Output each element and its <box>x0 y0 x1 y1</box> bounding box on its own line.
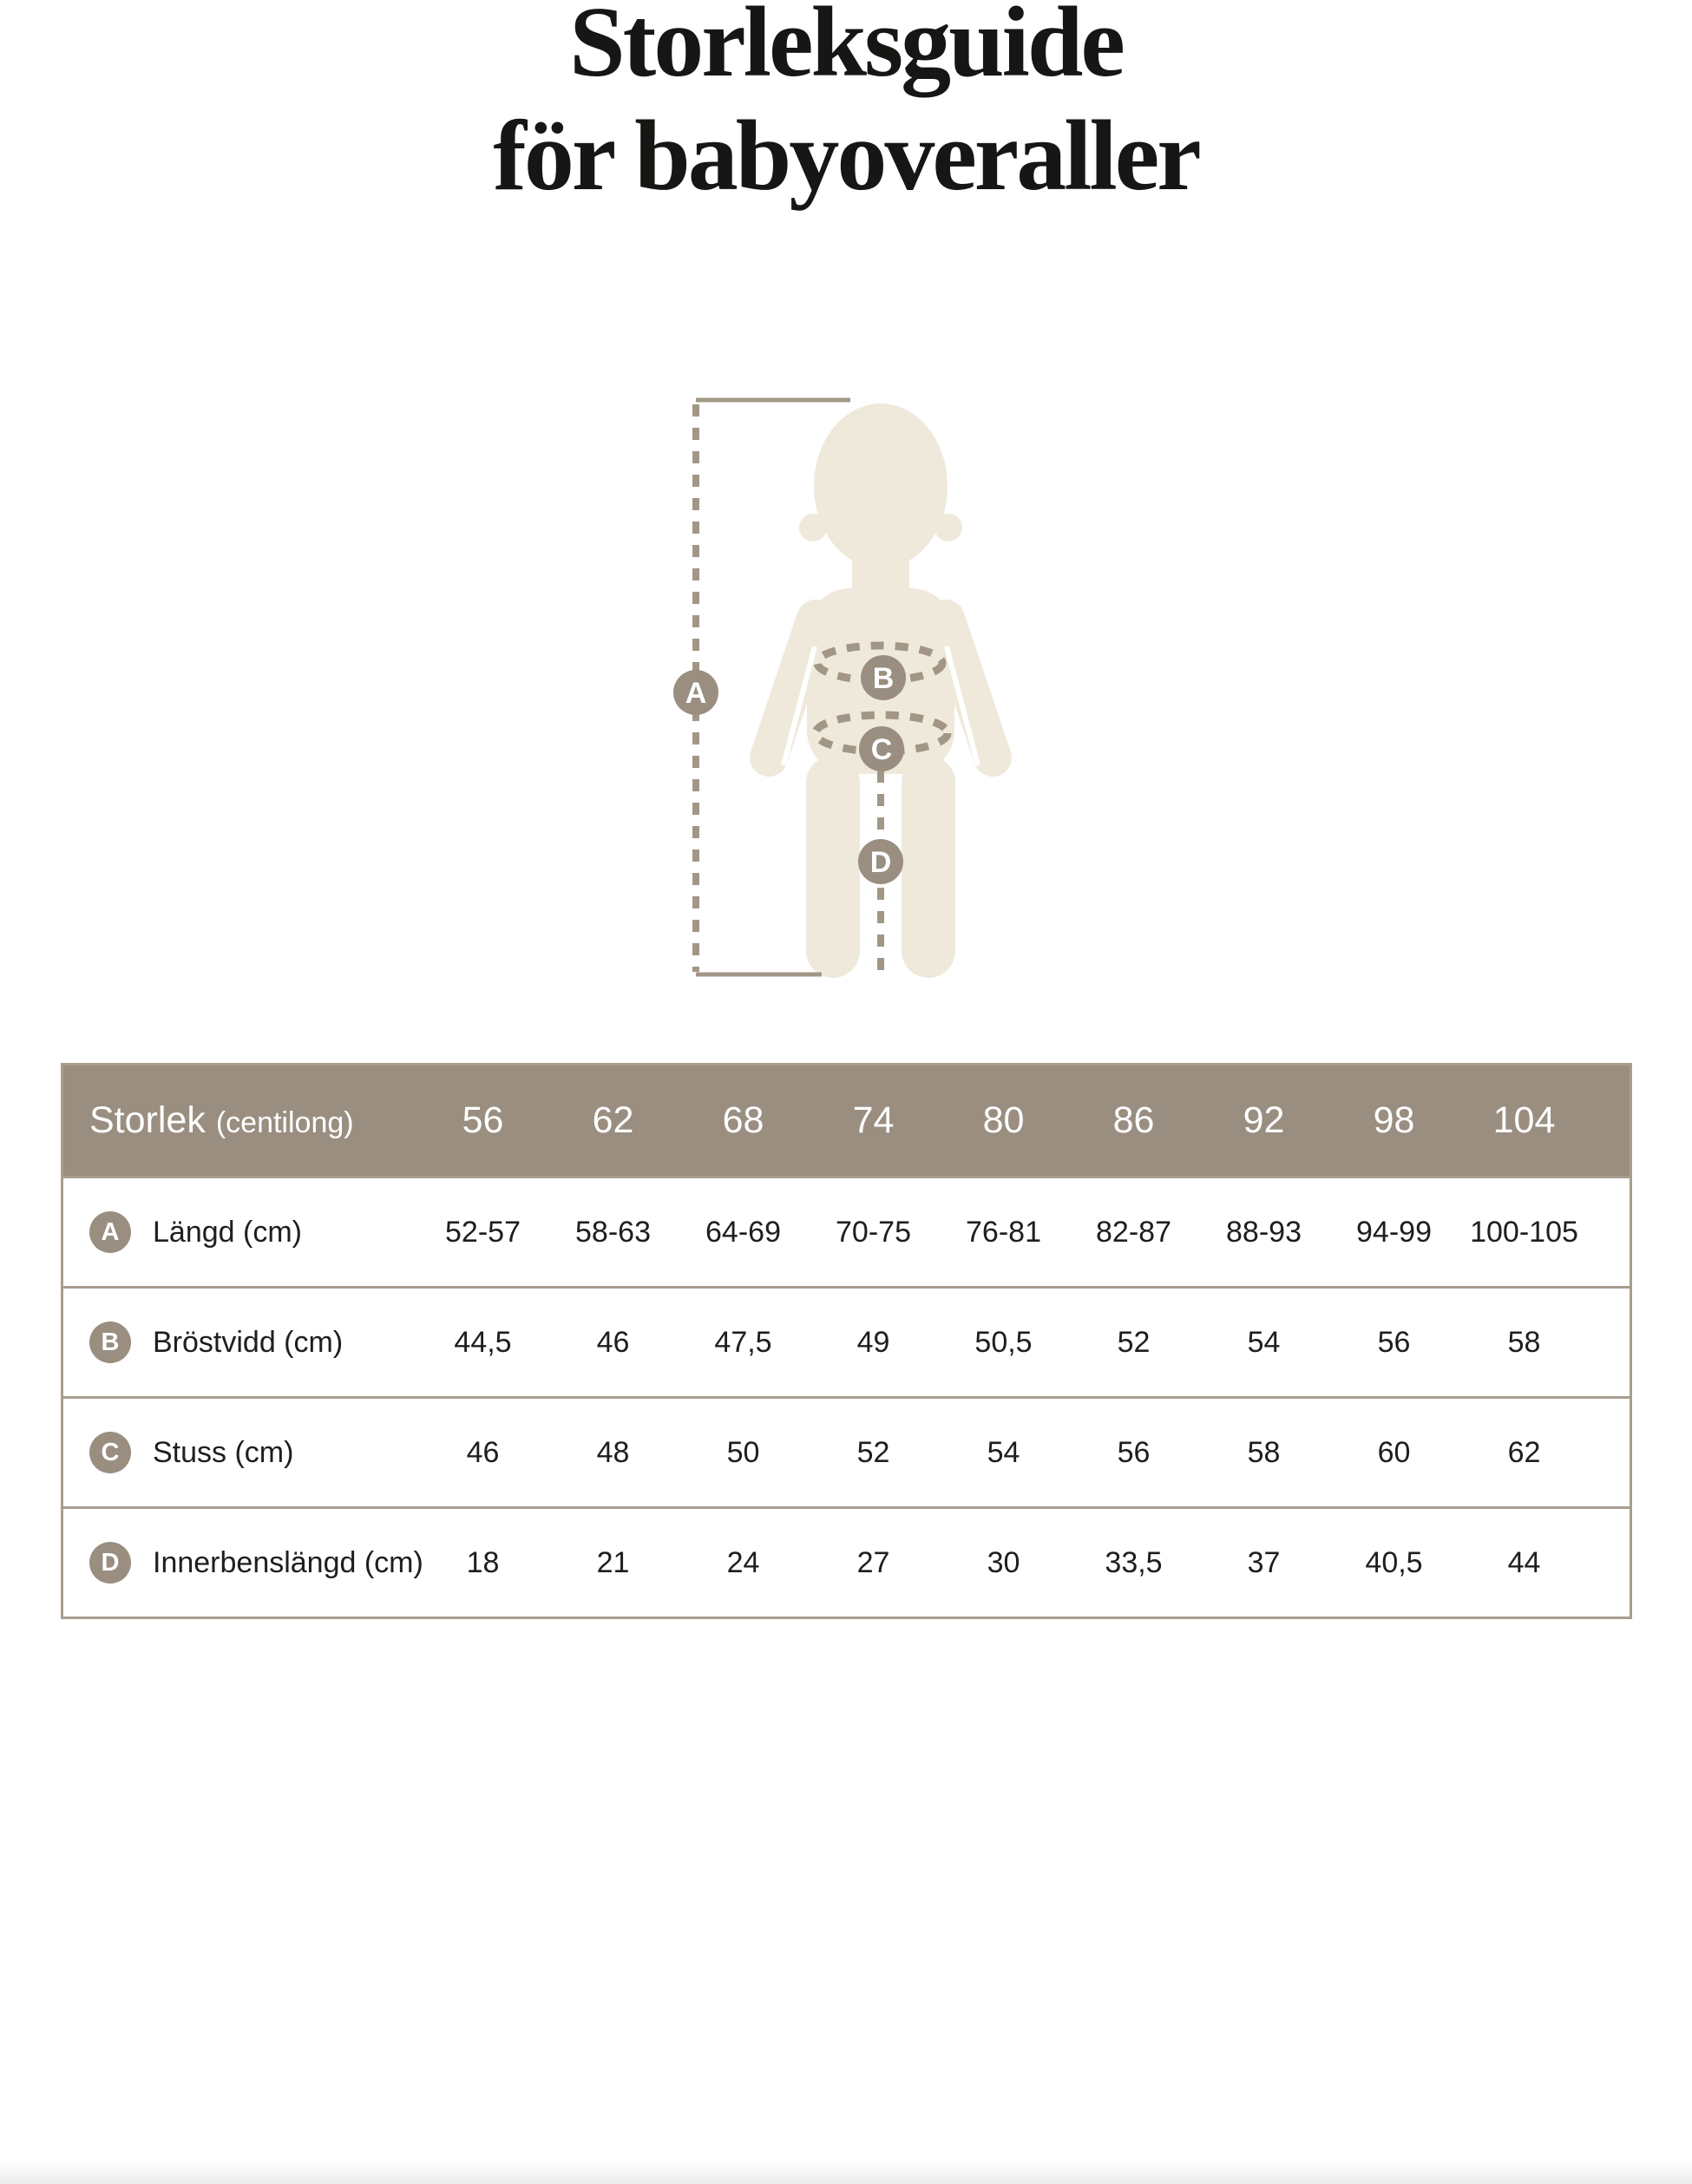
measurement-badge-c: C <box>89 1432 131 1473</box>
measurement-value-cell: 52 <box>809 1398 939 1508</box>
size-table-header-row <box>62 1065 1631 1177</box>
measurement-value-cell: 94-99 <box>1329 1177 1459 1288</box>
measurement-label: Innerbenslängd (cm) <box>153 1545 423 1579</box>
size-column-header: 86 <box>1069 1065 1199 1177</box>
size-table-header-label-suffix: (centilong) <box>215 1106 354 1139</box>
measurement-badge-b: B <box>89 1322 131 1363</box>
measurement-value-cell: 21 <box>548 1508 679 1618</box>
diagram-badge-a-label: A <box>685 677 707 710</box>
measurement-value-cell: 58-63 <box>548 1177 679 1288</box>
size-column-header: 56 <box>418 1065 548 1177</box>
header-filler-cell <box>1590 1065 1631 1177</box>
measurement-value-cell: 64-69 <box>679 1177 809 1288</box>
title-line-1: Storleksguide <box>569 0 1123 98</box>
measurement-label: Bröstvidd (cm) <box>153 1325 344 1359</box>
measurement-row-c <box>62 1398 1631 1508</box>
measurement-value-cell: 49 <box>809 1288 939 1398</box>
measurement-row-b <box>62 1288 1631 1398</box>
measurement-value-cell: 88-93 <box>1199 1177 1329 1288</box>
measurement-value-cell: 60 <box>1329 1398 1459 1508</box>
diagram-badge-d-label: D <box>869 846 892 879</box>
measurement-value-cell: 40,5 <box>1329 1508 1459 1618</box>
size-column-header: 68 <box>679 1065 809 1177</box>
size-table <box>61 1063 1632 1619</box>
size-column-header: 62 <box>548 1065 679 1177</box>
title-line-2: för babyoveraller <box>493 101 1199 212</box>
measurement-value-cell: 46 <box>548 1288 679 1398</box>
measurement-value-cell: 46 <box>418 1398 548 1508</box>
measurement-label: Stuss (cm) <box>153 1435 294 1469</box>
size-column-header: 80 <box>939 1065 1069 1177</box>
size-table-header-label: Storlek <box>89 1099 206 1141</box>
measurement-value-cell: 44 <box>1459 1508 1590 1618</box>
measurement-row-d <box>62 1508 1631 1618</box>
measurement-label-cell <box>62 1508 423 1618</box>
size-column-header: 104 <box>1459 1065 1590 1177</box>
measurement-badge-d: D <box>89 1542 131 1584</box>
measurement-row-a <box>62 1177 1631 1288</box>
measurement-value-cell: 18 <box>418 1508 548 1618</box>
size-column-header: 98 <box>1329 1065 1459 1177</box>
measurement-value-cell: 33,5 <box>1069 1508 1199 1618</box>
measurement-value-cell: 50,5 <box>939 1288 1069 1398</box>
measurement-value-cell: 58 <box>1459 1288 1590 1398</box>
measurement-value-cell: 76-81 <box>939 1177 1069 1288</box>
baby-measurement-diagram <box>659 373 1059 998</box>
page-title <box>0 0 1692 213</box>
measurement-value-cell: 70-75 <box>809 1177 939 1288</box>
measurement-value-cell: 62 <box>1459 1398 1590 1508</box>
diagram-badge-b <box>861 655 906 700</box>
row-filler-cell <box>1590 1288 1631 1398</box>
measurement-label-cell <box>62 1288 418 1398</box>
diagram-badge-c <box>859 726 904 771</box>
measurement-label: Längd (cm) <box>153 1215 302 1249</box>
measurement-value-cell: 24 <box>679 1508 809 1618</box>
diagram-badge-b-label: B <box>872 662 895 695</box>
measurement-value-cell: 48 <box>548 1398 679 1508</box>
row-filler-cell <box>1590 1177 1631 1288</box>
measurement-value-cell: 82-87 <box>1069 1177 1199 1288</box>
measurement-value-cell: 37 <box>1199 1508 1329 1618</box>
measurement-value-cell: 52-57 <box>418 1177 548 1288</box>
size-column-header: 74 <box>809 1065 939 1177</box>
row-filler-cell <box>1590 1398 1631 1508</box>
measurement-value-cell: 47,5 <box>679 1288 809 1398</box>
bottom-fade <box>0 2160 1692 2184</box>
measurement-badge-a: A <box>89 1211 131 1253</box>
size-table-body <box>62 1177 1631 1618</box>
measurement-value-cell: 44,5 <box>418 1288 548 1398</box>
diagram-badge-a <box>673 670 718 715</box>
row-filler-cell <box>1590 1508 1631 1618</box>
measurement-value-cell: 54 <box>1199 1288 1329 1398</box>
measurement-value-cell: 27 <box>809 1508 939 1618</box>
diagram-badge-c-label: C <box>870 733 893 766</box>
baby-measurement-svg <box>659 373 1059 998</box>
diagram-badge-d <box>858 839 903 884</box>
measurement-value-cell: 50 <box>679 1398 809 1508</box>
measurement-value-cell: 54 <box>939 1398 1069 1508</box>
measurement-label-cell <box>62 1177 418 1288</box>
measurement-value-cell: 100-105 <box>1459 1177 1590 1288</box>
measurement-value-cell: 58 <box>1199 1398 1329 1508</box>
measurement-value-cell: 56 <box>1069 1398 1199 1508</box>
size-table-header-label-cell <box>62 1065 418 1177</box>
size-column-header: 92 <box>1199 1065 1329 1177</box>
measurement-value-cell: 30 <box>939 1508 1069 1618</box>
measurement-value-cell: 52 <box>1069 1288 1199 1398</box>
measurement-label-cell <box>62 1398 418 1508</box>
measurement-value-cell: 56 <box>1329 1288 1459 1398</box>
